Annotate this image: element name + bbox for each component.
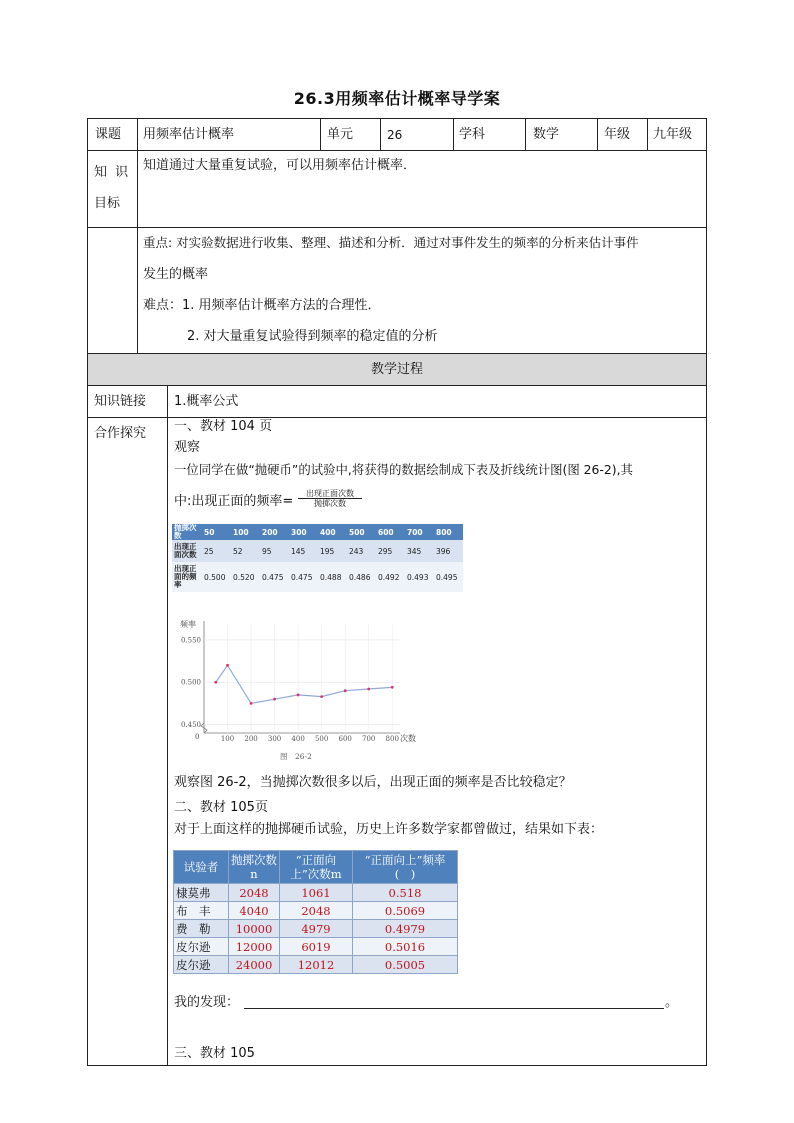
table1-cell: 0.475 <box>289 562 318 592</box>
table2-header: 试验者 <box>174 851 229 884</box>
chart-data-point <box>250 702 253 705</box>
header-value-grade: 九年级 <box>653 127 693 142</box>
explore-s4: 中:出现正面的频率= <box>174 494 294 509</box>
header-value-topic: 用频率估计概率 <box>143 127 235 142</box>
chart-data-point <box>367 688 370 691</box>
table2-name: 布 丰 <box>174 902 229 920</box>
table1-cell: 0.493 <box>405 562 434 592</box>
finding-end: 。 <box>665 995 679 1010</box>
table1-header: 50 <box>202 524 231 540</box>
chart-y-axis-label: 频率 <box>180 620 196 629</box>
chart-x-tick-label: 400 <box>291 735 305 743</box>
table1-cell: 145 <box>289 540 318 562</box>
chart-x-axis-label: 次数 <box>400 734 416 743</box>
explore-label: 合作探究 <box>94 426 147 441</box>
chart-x-tick-label: 100 <box>220 735 235 743</box>
header-label-topic: 课题 <box>95 127 122 142</box>
chart-data-point <box>344 689 347 692</box>
chart-x-tick-label: 700 <box>362 735 376 743</box>
chart-y-tick-label: 0.550 <box>180 636 201 645</box>
table1-cell: 0.520 <box>231 562 260 592</box>
process-title: 教学过程 <box>370 362 423 377</box>
table2-cell: 0.5005 <box>353 956 458 974</box>
explore-s1: 一、教材 104 页 <box>174 419 273 434</box>
page-title: 26.3用频率估计概率导学案 <box>293 89 501 108</box>
table2-cell: 0.518 <box>353 884 458 902</box>
table1-cell: 0.495 <box>434 562 463 592</box>
keypoint-line-4: 2. 对大量重复试验得到频率的稳定值的分析 <box>187 329 438 344</box>
table2-cell: 10000 <box>229 920 280 938</box>
chart-x-tick-label: 600 <box>338 735 352 743</box>
table2-name: 棣莫弗 <box>174 884 229 902</box>
table2-cell: 24000 <box>229 956 280 974</box>
table2-cell: 4040 <box>229 902 280 920</box>
table1-cell: 0.486 <box>347 562 376 592</box>
explore-s6: 对于上面这样的抛掷硬币试验，历史上许多数学家都曾做过，结果如下表： <box>174 822 604 837</box>
table2-cell: 0.5069 <box>353 902 458 920</box>
keypoint-line-1: 重点: 对实验数据进行收集、整理、描述和分析．通过对事件发生的频率的分析来估计事件 <box>143 235 639 250</box>
frequency-line-chart <box>172 615 422 765</box>
table2-cell: 12000 <box>229 938 280 956</box>
chart-data-point <box>320 695 323 698</box>
table-row <box>174 938 458 956</box>
chart-x-tick-label: 300 <box>267 735 282 743</box>
table-row <box>174 884 458 902</box>
chart-y-tick-label: 0.450 <box>180 721 201 730</box>
explore-s3: 一位同学在做“抛硬币”的试验中,将获得的数据绘制成下表及折线统计图(图 26-2),其 <box>174 462 633 477</box>
table2-name: 皮尔逊 <box>174 956 229 974</box>
keypoint-line-3: 难点：1. 用频率估计概率方法的合理性． <box>143 298 381 313</box>
table1-header: 700 <box>405 524 434 540</box>
fraction-numerator: 出现正面次数 <box>298 489 362 499</box>
chart-origin-label: 0 <box>195 733 200 741</box>
table-row <box>174 902 458 920</box>
chart-y-tick-label: 0.500 <box>180 678 201 687</box>
link-label: 知识链接 <box>94 394 147 409</box>
table2-name: 费 勒 <box>174 920 229 938</box>
explore-s2: 观察 <box>174 440 201 455</box>
table1-cell: 243 <box>347 540 376 562</box>
keypoint-line-2: 发生的概率 <box>143 267 209 282</box>
table2-cell: 1061 <box>280 884 353 902</box>
table1-cell: 0.488 <box>318 562 347 592</box>
header-value-unit: 26 <box>387 128 403 142</box>
table1-cell: 0.500 <box>202 562 231 592</box>
header-label-grade: 年级 <box>604 127 631 142</box>
table1-header: 800 <box>434 524 463 540</box>
table1-header: 200 <box>260 524 289 540</box>
table2-cell: 0.5016 <box>353 938 458 956</box>
table2-header: 抛掷次数n <box>229 851 280 884</box>
table1-header: 400 <box>318 524 347 540</box>
table1-header: 500 <box>347 524 376 540</box>
table2-cell: 0.4979 <box>353 920 458 938</box>
table1-header: 600 <box>376 524 405 540</box>
table1-cell: 95 <box>260 540 289 562</box>
table1-cell: 0.475 <box>260 562 289 592</box>
frequency-series-line <box>216 665 392 703</box>
explore-s7: 三、教材 105 <box>174 1046 255 1061</box>
table2-cell: 4979 <box>280 920 353 938</box>
chart-x-tick-label: 200 <box>244 735 258 743</box>
table1-cell: 52 <box>231 540 260 562</box>
table-row <box>174 920 458 938</box>
chart-x-tick-label: 800 <box>385 735 399 743</box>
chart-data-point <box>226 664 229 667</box>
finding-label: 我的发现： <box>174 995 240 1010</box>
chart-data-point <box>297 694 300 697</box>
table1-header-label: 抛掷次数 <box>172 524 202 540</box>
table2-name: 皮尔逊 <box>174 938 229 956</box>
coin-data-table <box>172 524 463 592</box>
question-1: 观察图 26-2，当抛掷次数很多以后，出现正面的频率是否比较稳定？ <box>174 775 572 790</box>
frequency-fraction <box>298 489 362 508</box>
table1-row2-label: 出现正面的频率 <box>172 562 202 592</box>
explore-s5: 二、教材 105页 <box>174 800 268 815</box>
header-label-unit: 单元 <box>327 127 354 142</box>
table2-header: “正面向上”次数m <box>280 851 353 884</box>
table2-cell: 2048 <box>229 884 280 902</box>
chart-caption: 图 26-2 <box>280 752 312 761</box>
table1-cell: 345 <box>405 540 434 562</box>
table1-cell: 396 <box>434 540 463 562</box>
finding-answer-line[interactable] <box>244 1008 664 1009</box>
goals-text: 知道通过大量重复试验，可以用频率估计概率． <box>143 158 417 173</box>
chart-data-point <box>391 686 394 689</box>
table1-cell: 195 <box>318 540 347 562</box>
table-row <box>174 956 458 974</box>
table2-cell: 2048 <box>280 902 353 920</box>
table1-header: 100 <box>231 524 260 540</box>
history-results-table <box>173 850 458 974</box>
table1-cell: 295 <box>376 540 405 562</box>
fraction-denominator: 抛掷次数 <box>314 499 346 508</box>
chart-x-tick-label: 500 <box>314 735 329 743</box>
goals-label-2: 目标 <box>94 196 121 211</box>
table1-row1-label: 出现正面次数 <box>172 540 202 562</box>
chart-data-point <box>273 698 276 701</box>
chart-data-point <box>214 681 217 684</box>
header-label-subject: 学科 <box>459 127 486 142</box>
goals-label-1: 知 识 <box>94 165 131 180</box>
header-value-subject: 数学 <box>533 127 560 142</box>
table1-header: 300 <box>289 524 318 540</box>
table2-cell: 6019 <box>280 938 353 956</box>
table2-header: “正面向上”频率( ) <box>353 851 458 884</box>
table1-cell: 25 <box>202 540 231 562</box>
table2-cell: 12012 <box>280 956 353 974</box>
table1-cell: 0.492 <box>376 562 405 592</box>
link-text: 1.概率公式 <box>174 394 239 409</box>
